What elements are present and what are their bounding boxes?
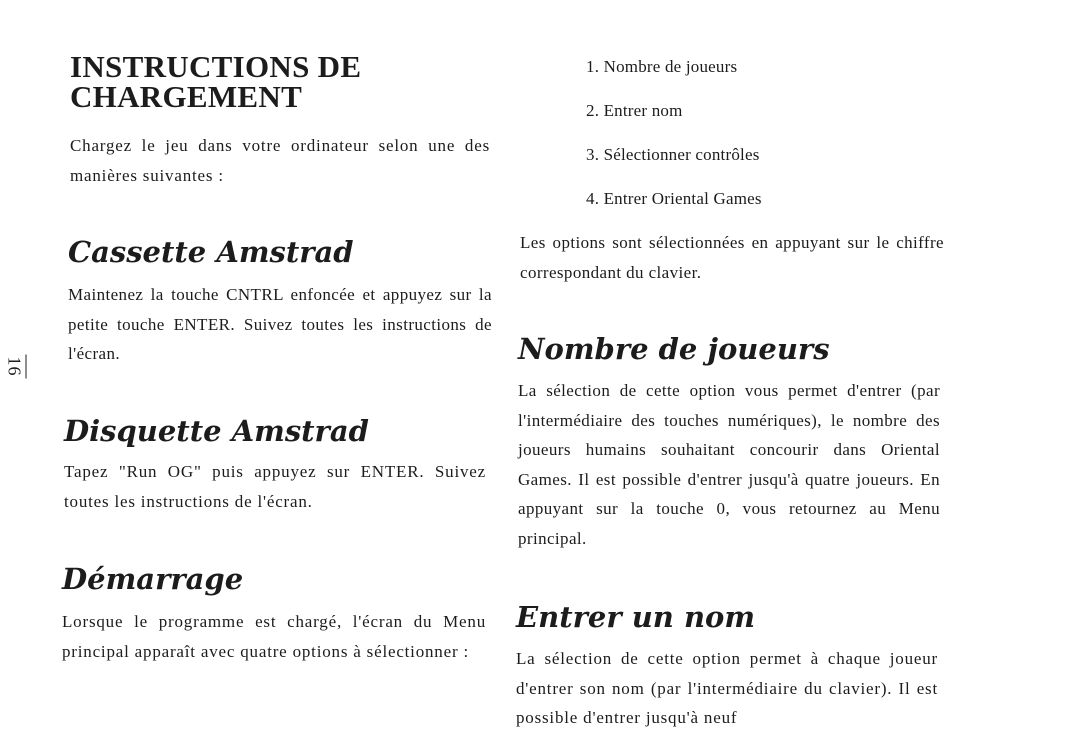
nombre-joueurs-paragraph: La sélection de cette option vous permet d'entrer (par l'intermédiaire des touches numériques), le nombre des joueurs humains souhaitant concourir dans Oriental Games. Il est possible d'entrer jusqu'à quatre joueurs. En appuyant sur la touche 0, vous retournez au Menu principal. <box>518 381 940 548</box>
menu-option-2: 2. Entrer nom <box>586 101 683 120</box>
menu-option-1: 1. Nombre de joueurs <box>586 57 738 76</box>
disquette-heading: Disquette Amstrad <box>64 414 369 448</box>
options-paragraph: Les options sont sélectionnées en appuyant sur le chiffre correspondant du clavier. <box>520 233 944 282</box>
page-title <box>70 49 362 114</box>
demarrage-heading: Démarrage <box>62 562 244 596</box>
main-menu-options-list <box>586 53 762 229</box>
intro-paragraph: Chargez le jeu dans votre ordinateur selon une des manières suivantes : <box>70 136 490 185</box>
page-number: 16 <box>4 356 25 377</box>
title-line-2: CHARGEMENT <box>70 79 303 114</box>
entrer-nom-paragraph: La sélection de cette option permet à chaque joueur d'entrer son nom (par l'intermédiaire du clavier). Il est possible d'entrer jusqu'à neuf <box>516 649 938 727</box>
cassette-paragraph: Maintenez la touche CNTRL enfoncée et appuyez sur la petite touche ENTER. Suivez toutes les instructions de l'écran. <box>68 285 492 363</box>
demarrage-paragraph: Lorsque le programme est chargé, l'écran du Menu principal apparaît avec quatre options à sélectionner : <box>62 612 486 661</box>
nombre-joueurs-heading: Nombre de joueurs <box>518 332 830 366</box>
title-line-1: INSTRUCTIONS DE <box>70 49 362 84</box>
disquette-paragraph: Tapez "Run OG" puis appuyez sur ENTER. Suivez toutes les instructions de l'écran. <box>64 462 486 511</box>
cassette-heading: Cassette Amstrad <box>68 235 354 269</box>
menu-option-3: 3. Sélectionner contrôles <box>586 145 760 164</box>
menu-option-4: 4. Entrer Oriental Games <box>586 189 762 208</box>
entrer-nom-heading: Entrer un nom <box>516 600 756 634</box>
